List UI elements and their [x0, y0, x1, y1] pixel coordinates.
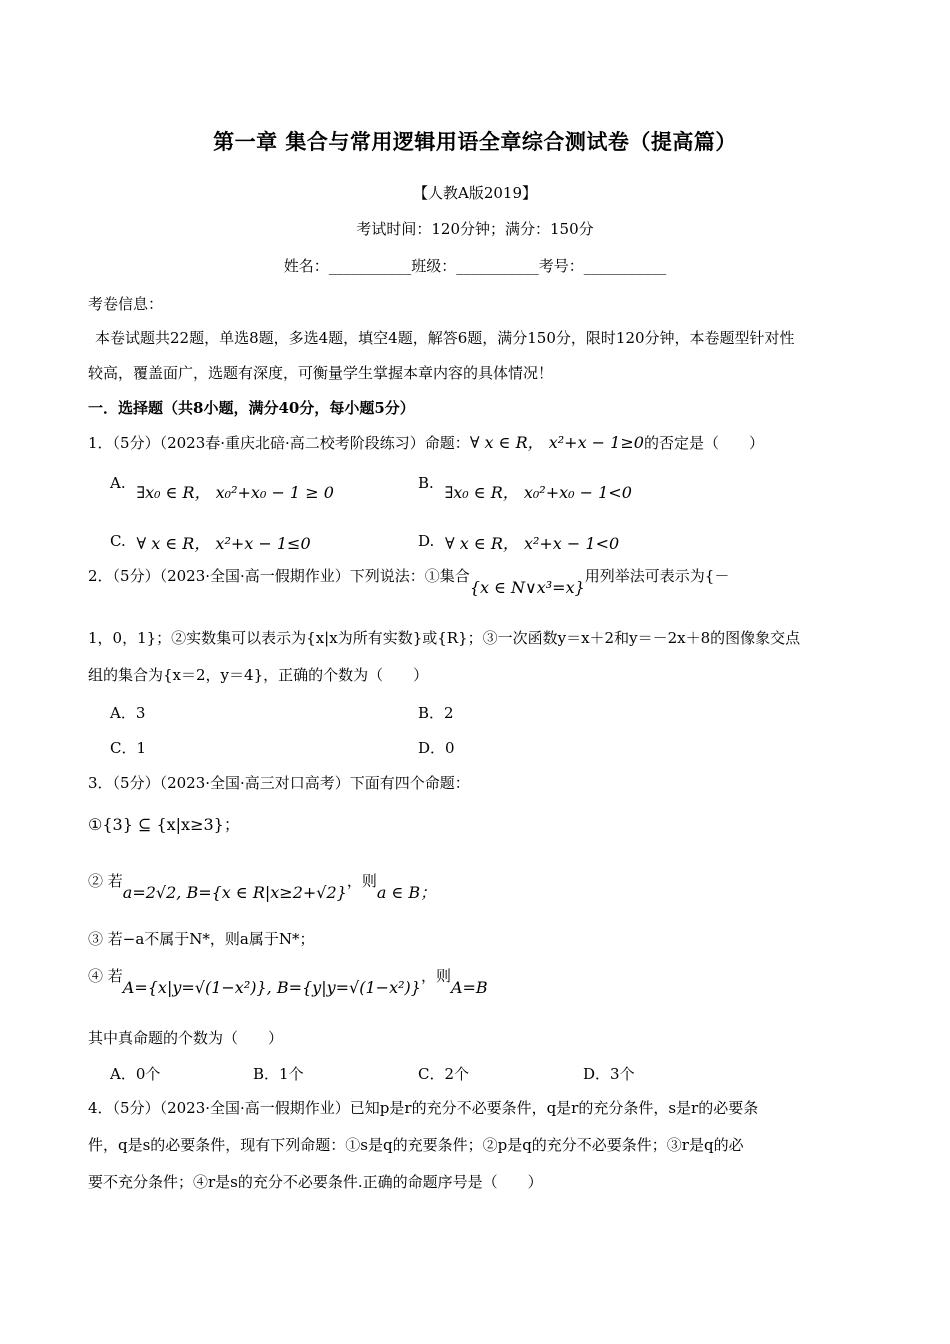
q3-question: 其中真命题的个数为（ ）	[88, 1029, 284, 1047]
q1-option-a-label: A.	[110, 474, 126, 492]
q2-stem	[88, 565, 868, 597]
q1-option-b	[418, 470, 632, 502]
q3-p2-formula: a=2√2, B={x ∈ R|x≥2+√2}	[122, 883, 347, 902]
q1-option-d-label: D.	[418, 532, 435, 550]
q3-option-d: D．3个	[583, 1065, 635, 1083]
q4-line-3: 要不充分条件；④r是s的充分不必要条件.正确的命题序号是（ ）	[88, 1173, 543, 1191]
q1-formula: ∀ x ∈ R， x²+x − 1≥0	[469, 433, 644, 452]
q4-line-1: 4．（5分）（2023·全国·高一假期作业）已知p是r的充分不必要条件，q是r的充分条件，s是r的必要条	[88, 1099, 759, 1117]
q3-p2-end: a ∈ B；	[376, 883, 437, 902]
q3-p2-prefix: ② 若	[88, 872, 123, 890]
q3-option-b: B．1个	[253, 1065, 304, 1083]
q1-option-c-formula: ∀ x ∈ R， x²+x − 1≤0	[136, 534, 311, 553]
q2-option-d: D．0	[418, 739, 455, 757]
q2-stem-start: 2．（5分）（2023·全国·高一假期作业）下列说法：①集合	[88, 567, 470, 585]
q3-p4-prefix: ④ 若	[88, 967, 123, 985]
q3-proposition-1: ①{3} ⊆ {x|x≥3}；	[88, 815, 240, 834]
q1-option-c	[110, 528, 311, 551]
q3-p2-mid: ，则	[346, 872, 377, 890]
q2-set-formula: {x ∈ N∨x³=x}	[469, 578, 585, 597]
q1-stem-text: 1．（5分）（2023春·重庆北碚·高二校考阶段练习）命题：	[88, 434, 470, 452]
q4-line-2: 件，q是s的必要条件，现有下列命题：①s是q的充要条件；②p是q的充分不必要条件；③r是q的必	[88, 1136, 744, 1154]
student-fields: 姓名：___________班级：___________考号：___________	[283, 257, 667, 275]
q2-stem-end: 用列举法可表示为{－	[584, 567, 730, 585]
info-line-2: 较高，覆盖面广，选题有深度，可衡量学生掌握本章内容的具体情况！	[88, 364, 554, 382]
q3-option-a: A．0个	[110, 1065, 161, 1083]
q3-proposition-4	[88, 965, 868, 997]
q3-stem: 3．（5分）（2023·全国·高三对口高考）下面有四个命题：	[88, 774, 470, 792]
q3-proposition-3: ③ 若−a不属于N*，则a属于N*；	[88, 930, 315, 948]
q1-option-b-formula: ∃x₀ ∈ R， x₀²+x₀ − 1<0	[444, 483, 632, 502]
q2-option-c: C．1	[110, 739, 147, 757]
q2-line-2: 1，0，1}；②实数集可以表示为{x|x为所有实数}或{R}；③一次函数y＝x＋2和y＝－2x＋8的图像象交点	[88, 629, 801, 647]
q1-stem	[88, 430, 868, 453]
q1-option-d	[418, 528, 619, 551]
info-line-1: 本卷试题共22题，单选8题，多选4题，填空4题，解答6题，满分150分，限时120分钟，本卷题型针对性	[95, 329, 795, 347]
q2-line-3: 组的集合为{x＝2，y＝4}，正确的个数为（ ）	[88, 666, 429, 684]
edition-label: 【人教A版2019】	[412, 184, 537, 202]
q1-option-d-formula: ∀ x ∈ R， x²+x − 1<0	[445, 534, 620, 553]
q1-option-a	[110, 470, 334, 502]
q1-option-c-label: C.	[110, 532, 126, 550]
info-heading: 考卷信息：	[88, 295, 164, 313]
q3-p4-mid: ，则	[420, 967, 451, 985]
q2-option-a: A．3	[110, 704, 146, 722]
q1-tail: 的否定是（ ）	[643, 434, 764, 452]
q3-proposition-2	[88, 868, 868, 902]
q3-p4-end: A=B	[450, 978, 488, 997]
q2-option-b: B．2	[418, 704, 454, 722]
exam-time: 考试时间：120分钟；满分：150分	[356, 220, 594, 238]
page-title: 第一章 集合与常用逻辑用语全章综合测试卷（提高篇）	[213, 129, 737, 154]
q3-p4-formula: A={x|y=√(1−x²)}, B={y|y=√(1−x²)}	[122, 978, 421, 997]
section-heading: 一．选择题（共8小题，满分40分，每小题5分）	[88, 399, 415, 417]
q1-option-a-formula: ∃x₀ ∈ R， x₀²+x₀ − 1 ≥ 0	[136, 483, 334, 502]
q1-option-b-label: B.	[418, 474, 434, 492]
q3-option-c: C．2个	[418, 1065, 470, 1083]
